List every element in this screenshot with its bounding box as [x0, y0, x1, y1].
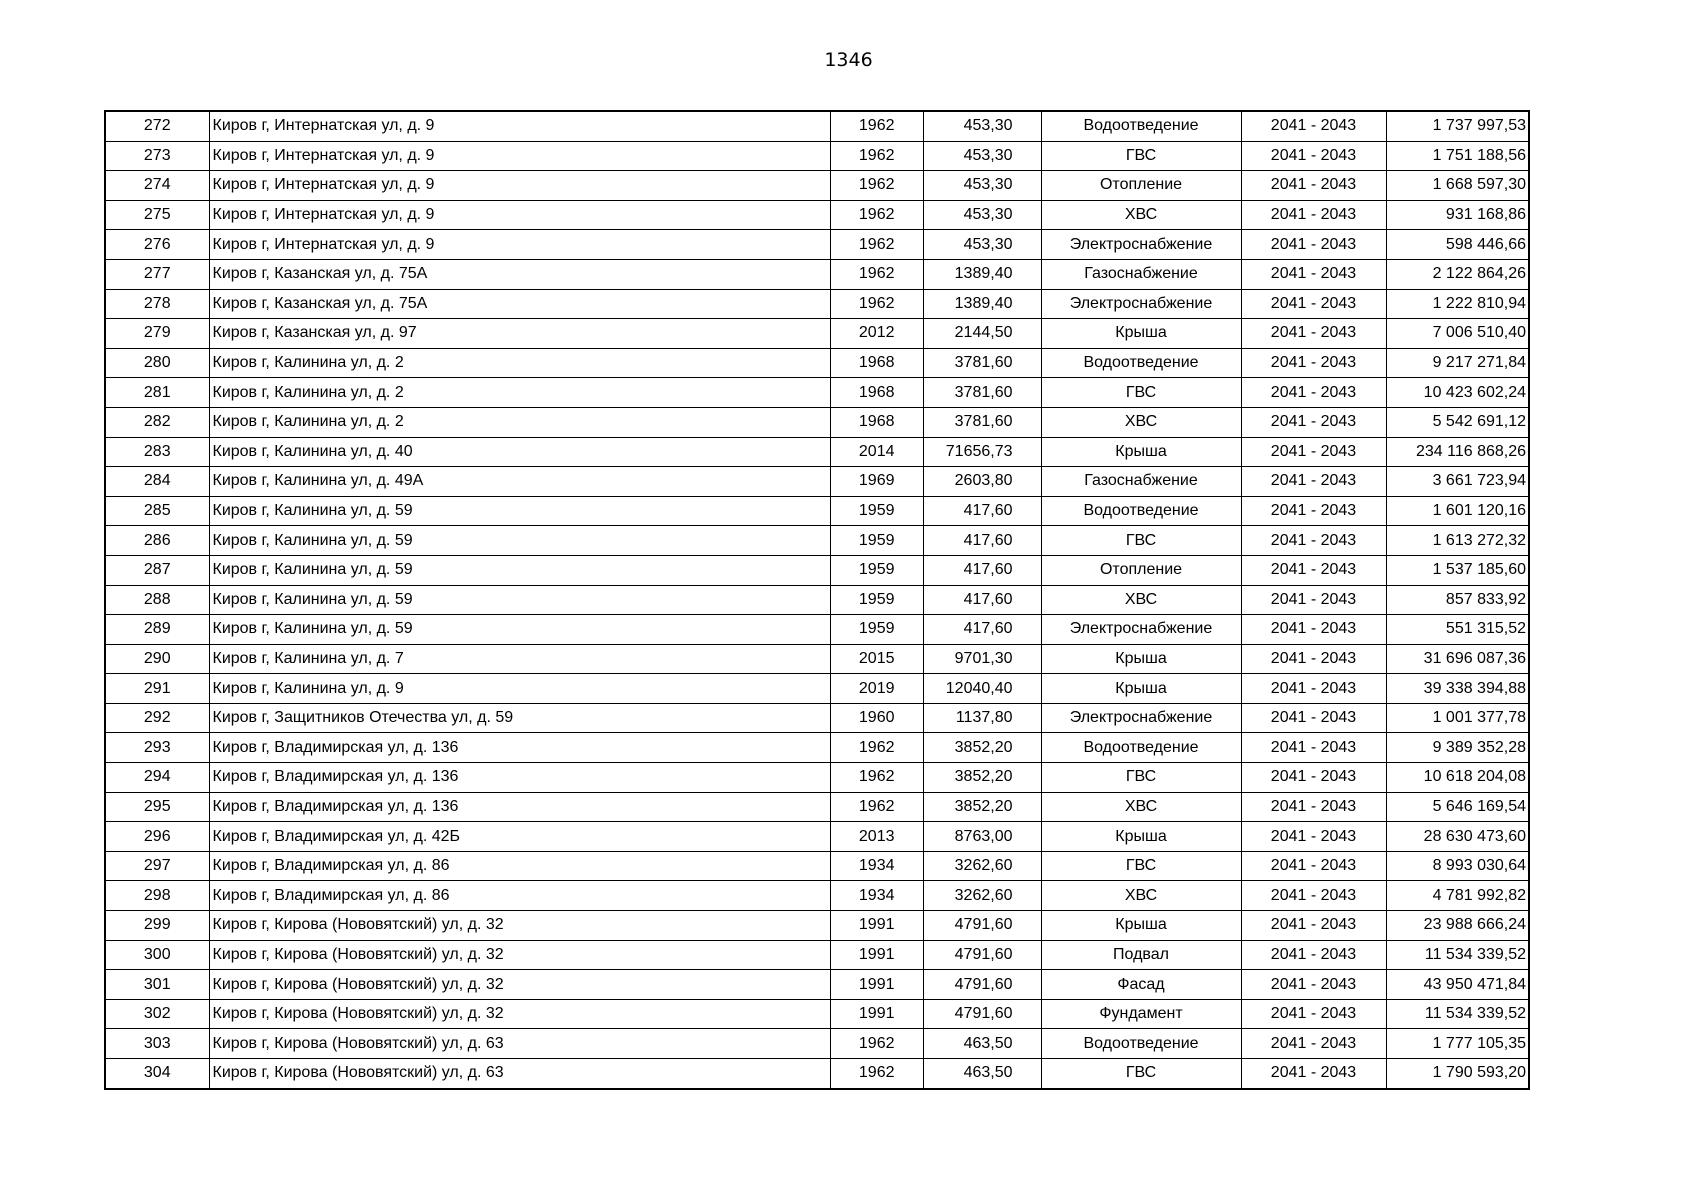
period-cell: 2041 - 2043 [1241, 881, 1386, 911]
address-cell: Киров г, Кирова (Нововятский) ул, д. 32 [209, 970, 830, 1000]
cost-cell: 1 790 593,20 [1386, 1059, 1529, 1089]
row-number-cell: 290 [105, 644, 209, 674]
table-row [105, 526, 1529, 556]
address-cell: Киров г, Кирова (Нововятский) ул, д. 32 [209, 940, 830, 970]
period-cell: 2041 - 2043 [1241, 111, 1386, 141]
cost-cell: 1 537 185,60 [1386, 555, 1529, 585]
address-cell: Киров г, Интернатская ул, д. 9 [209, 171, 830, 201]
period-cell: 2041 - 2043 [1241, 467, 1386, 497]
table-row [105, 1029, 1529, 1059]
area-cell: 2603,80 [923, 467, 1041, 497]
year-cell: 1991 [830, 940, 923, 970]
cost-cell: 9 389 352,28 [1386, 733, 1529, 763]
cost-cell: 11 534 339,52 [1386, 940, 1529, 970]
year-cell: 1959 [830, 496, 923, 526]
period-cell: 2041 - 2043 [1241, 259, 1386, 289]
table-row [105, 289, 1529, 319]
row-number-cell: 280 [105, 348, 209, 378]
address-cell: Киров г, Калинина ул, д. 59 [209, 615, 830, 645]
area-cell: 9701,30 [923, 644, 1041, 674]
table-row [105, 230, 1529, 260]
table-row [105, 1059, 1529, 1089]
address-cell: Киров г, Владимирская ул, д. 136 [209, 792, 830, 822]
row-number-cell: 299 [105, 911, 209, 941]
table-row [105, 259, 1529, 289]
year-cell: 1960 [830, 703, 923, 733]
year-cell: 1962 [830, 289, 923, 319]
table-row [105, 407, 1529, 437]
period-cell: 2041 - 2043 [1241, 615, 1386, 645]
address-cell: Киров г, Калинина ул, д. 59 [209, 496, 830, 526]
address-cell: Киров г, Казанская ул, д. 75А [209, 289, 830, 319]
row-number-cell: 296 [105, 822, 209, 852]
table-row [105, 111, 1529, 141]
area-cell: 463,50 [923, 1029, 1041, 1059]
cost-cell: 4 781 992,82 [1386, 881, 1529, 911]
work-type-cell: Водоотведение [1041, 733, 1241, 763]
row-number-cell: 289 [105, 615, 209, 645]
period-cell: 2041 - 2043 [1241, 703, 1386, 733]
work-type-cell: Крыша [1041, 644, 1241, 674]
area-cell: 417,60 [923, 555, 1041, 585]
address-cell: Киров г, Владимирская ул, д. 136 [209, 733, 830, 763]
period-cell: 2041 - 2043 [1241, 822, 1386, 852]
cost-cell: 28 630 473,60 [1386, 822, 1529, 852]
area-cell: 3262,60 [923, 851, 1041, 881]
period-cell: 2041 - 2043 [1241, 585, 1386, 615]
row-number-cell: 275 [105, 200, 209, 230]
cost-cell: 1 668 597,30 [1386, 171, 1529, 201]
year-cell: 1991 [830, 970, 923, 1000]
row-number-cell: 283 [105, 437, 209, 467]
row-number-cell: 282 [105, 407, 209, 437]
address-cell: Киров г, Кирова (Нововятский) ул, д. 63 [209, 1029, 830, 1059]
table-row [105, 792, 1529, 822]
year-cell: 1959 [830, 585, 923, 615]
period-cell: 2041 - 2043 [1241, 763, 1386, 793]
address-cell: Киров г, Калинина ул, д. 7 [209, 644, 830, 674]
address-cell: Киров г, Кирова (Нововятский) ул, д. 32 [209, 911, 830, 941]
address-cell: Киров г, Калинина ул, д. 59 [209, 555, 830, 585]
area-cell: 4791,60 [923, 940, 1041, 970]
work-type-cell: Крыша [1041, 674, 1241, 704]
table-row [105, 437, 1529, 467]
period-cell: 2041 - 2043 [1241, 555, 1386, 585]
cost-cell: 1 777 105,35 [1386, 1029, 1529, 1059]
table-body [105, 111, 1529, 1089]
table-row [105, 644, 1529, 674]
table-row [105, 585, 1529, 615]
row-number-cell: 279 [105, 319, 209, 349]
cost-cell: 234 116 868,26 [1386, 437, 1529, 467]
work-type-cell: ХВС [1041, 407, 1241, 437]
table-row [105, 615, 1529, 645]
area-cell: 453,30 [923, 171, 1041, 201]
period-cell: 2041 - 2043 [1241, 851, 1386, 881]
work-type-cell: Электроснабжение [1041, 703, 1241, 733]
period-cell: 2041 - 2043 [1241, 999, 1386, 1029]
table-row [105, 555, 1529, 585]
period-cell: 2041 - 2043 [1241, 940, 1386, 970]
work-type-cell: ГВС [1041, 378, 1241, 408]
year-cell: 1962 [830, 1059, 923, 1089]
row-number-cell: 286 [105, 526, 209, 556]
row-number-cell: 303 [105, 1029, 209, 1059]
row-number-cell: 273 [105, 141, 209, 171]
year-cell: 1962 [830, 1029, 923, 1059]
cost-cell: 1 001 377,78 [1386, 703, 1529, 733]
work-type-cell: ГВС [1041, 141, 1241, 171]
table-row [105, 200, 1529, 230]
address-cell: Киров г, Интернатская ул, д. 9 [209, 200, 830, 230]
row-number-cell: 295 [105, 792, 209, 822]
cost-cell: 1 737 997,53 [1386, 111, 1529, 141]
cost-cell: 857 833,92 [1386, 585, 1529, 615]
table-row [105, 674, 1529, 704]
address-cell: Киров г, Интернатская ул, д. 9 [209, 141, 830, 171]
row-number-cell: 281 [105, 378, 209, 408]
period-cell: 2041 - 2043 [1241, 644, 1386, 674]
year-cell: 2012 [830, 319, 923, 349]
area-cell: 453,30 [923, 230, 1041, 260]
area-cell: 417,60 [923, 496, 1041, 526]
cost-cell: 39 338 394,88 [1386, 674, 1529, 704]
year-cell: 1962 [830, 733, 923, 763]
area-cell: 453,30 [923, 200, 1041, 230]
area-cell: 3781,60 [923, 378, 1041, 408]
year-cell: 1959 [830, 555, 923, 585]
period-cell: 2041 - 2043 [1241, 407, 1386, 437]
area-cell: 2144,50 [923, 319, 1041, 349]
year-cell: 1934 [830, 851, 923, 881]
work-type-cell: Водоотведение [1041, 111, 1241, 141]
area-cell: 463,50 [923, 1059, 1041, 1089]
area-cell: 12040,40 [923, 674, 1041, 704]
work-type-cell: Водоотведение [1041, 1029, 1241, 1059]
period-cell: 2041 - 2043 [1241, 911, 1386, 941]
work-type-cell: Водоотведение [1041, 496, 1241, 526]
area-cell: 71656,73 [923, 437, 1041, 467]
year-cell: 2014 [830, 437, 923, 467]
area-cell: 1389,40 [923, 289, 1041, 319]
cost-cell: 931 168,86 [1386, 200, 1529, 230]
work-type-cell: Крыша [1041, 911, 1241, 941]
cost-cell: 1 751 188,56 [1386, 141, 1529, 171]
row-number-cell: 287 [105, 555, 209, 585]
period-cell: 2041 - 2043 [1241, 289, 1386, 319]
address-cell: Киров г, Калинина ул, д. 2 [209, 407, 830, 437]
table-row [105, 970, 1529, 1000]
repair-schedule-table [104, 110, 1530, 1090]
row-number-cell: 272 [105, 111, 209, 141]
address-cell: Киров г, Калинина ул, д. 2 [209, 348, 830, 378]
period-cell: 2041 - 2043 [1241, 141, 1386, 171]
year-cell: 1959 [830, 615, 923, 645]
year-cell: 1991 [830, 999, 923, 1029]
year-cell: 1968 [830, 348, 923, 378]
row-number-cell: 284 [105, 467, 209, 497]
period-cell: 2041 - 2043 [1241, 348, 1386, 378]
row-number-cell: 292 [105, 703, 209, 733]
year-cell: 1962 [830, 111, 923, 141]
work-type-cell: ХВС [1041, 881, 1241, 911]
table-row [105, 999, 1529, 1029]
period-cell: 2041 - 2043 [1241, 674, 1386, 704]
year-cell: 1991 [830, 911, 923, 941]
period-cell: 2041 - 2043 [1241, 171, 1386, 201]
area-cell: 3781,60 [923, 407, 1041, 437]
year-cell: 1968 [830, 407, 923, 437]
row-number-cell: 298 [105, 881, 209, 911]
address-cell: Киров г, Владимирская ул, д. 136 [209, 763, 830, 793]
year-cell: 1934 [830, 881, 923, 911]
work-type-cell: ГВС [1041, 763, 1241, 793]
year-cell: 1962 [830, 763, 923, 793]
work-type-cell: ГВС [1041, 526, 1241, 556]
period-cell: 2041 - 2043 [1241, 200, 1386, 230]
cost-cell: 23 988 666,24 [1386, 911, 1529, 941]
address-cell: Киров г, Казанская ул, д. 97 [209, 319, 830, 349]
table-row [105, 319, 1529, 349]
year-cell: 1962 [830, 141, 923, 171]
work-type-cell: Водоотведение [1041, 348, 1241, 378]
year-cell: 2013 [830, 822, 923, 852]
cost-cell: 11 534 339,52 [1386, 999, 1529, 1029]
work-type-cell: Электроснабжение [1041, 289, 1241, 319]
table-row [105, 496, 1529, 526]
period-cell: 2041 - 2043 [1241, 792, 1386, 822]
period-cell: 2041 - 2043 [1241, 230, 1386, 260]
address-cell: Киров г, Владимирская ул, д. 42Б [209, 822, 830, 852]
address-cell: Киров г, Казанская ул, д. 75А [209, 259, 830, 289]
cost-cell: 9 217 271,84 [1386, 348, 1529, 378]
row-number-cell: 300 [105, 940, 209, 970]
period-cell: 2041 - 2043 [1241, 733, 1386, 763]
row-number-cell: 297 [105, 851, 209, 881]
table-row [105, 822, 1529, 852]
year-cell: 1962 [830, 171, 923, 201]
address-cell: Киров г, Калинина ул, д. 2 [209, 378, 830, 408]
row-number-cell: 278 [105, 289, 209, 319]
period-cell: 2041 - 2043 [1241, 319, 1386, 349]
cost-cell: 10 618 204,08 [1386, 763, 1529, 793]
cost-cell: 43 950 471,84 [1386, 970, 1529, 1000]
area-cell: 3852,20 [923, 733, 1041, 763]
year-cell: 2015 [830, 644, 923, 674]
cost-cell: 5 646 169,54 [1386, 792, 1529, 822]
area-cell: 417,60 [923, 615, 1041, 645]
area-cell: 4791,60 [923, 911, 1041, 941]
work-type-cell: Газоснабжение [1041, 467, 1241, 497]
cost-cell: 1 222 810,94 [1386, 289, 1529, 319]
work-type-cell: ХВС [1041, 200, 1241, 230]
area-cell: 3781,60 [923, 348, 1041, 378]
area-cell: 8763,00 [923, 822, 1041, 852]
table-row [105, 763, 1529, 793]
table-row [105, 851, 1529, 881]
cost-cell: 1 613 272,32 [1386, 526, 1529, 556]
year-cell: 1959 [830, 526, 923, 556]
row-number-cell: 294 [105, 763, 209, 793]
work-type-cell: Фасад [1041, 970, 1241, 1000]
row-number-cell: 276 [105, 230, 209, 260]
year-cell: 2019 [830, 674, 923, 704]
area-cell: 417,60 [923, 526, 1041, 556]
address-cell: Киров г, Калинина ул, д. 59 [209, 585, 830, 615]
area-cell: 3852,20 [923, 792, 1041, 822]
area-cell: 4791,60 [923, 999, 1041, 1029]
cost-cell: 1 601 120,16 [1386, 496, 1529, 526]
cost-cell: 551 315,52 [1386, 615, 1529, 645]
period-cell: 2041 - 2043 [1241, 437, 1386, 467]
cost-cell: 5 542 691,12 [1386, 407, 1529, 437]
table-row [105, 940, 1529, 970]
address-cell: Киров г, Кирова (Нововятский) ул, д. 32 [209, 999, 830, 1029]
area-cell: 3852,20 [923, 763, 1041, 793]
cost-cell: 10 423 602,24 [1386, 378, 1529, 408]
table-row [105, 348, 1529, 378]
address-cell: Киров г, Кирова (Нововятский) ул, д. 63 [209, 1059, 830, 1089]
table-row [105, 378, 1529, 408]
area-cell: 453,30 [923, 141, 1041, 171]
table-row [105, 467, 1529, 497]
work-type-cell: Отопление [1041, 171, 1241, 201]
work-type-cell: Крыша [1041, 822, 1241, 852]
cost-cell: 7 006 510,40 [1386, 319, 1529, 349]
address-cell: Киров г, Защитников Отечества ул, д. 59 [209, 703, 830, 733]
page-number: 1346 [824, 49, 873, 71]
period-cell: 2041 - 2043 [1241, 378, 1386, 408]
cost-cell: 2 122 864,26 [1386, 259, 1529, 289]
row-number-cell: 274 [105, 171, 209, 201]
area-cell: 3262,60 [923, 881, 1041, 911]
period-cell: 2041 - 2043 [1241, 1029, 1386, 1059]
table-row [105, 911, 1529, 941]
work-type-cell: Крыша [1041, 319, 1241, 349]
work-type-cell: Крыша [1041, 437, 1241, 467]
cost-cell: 598 446,66 [1386, 230, 1529, 260]
address-cell: Киров г, Калинина ул, д. 59 [209, 526, 830, 556]
area-cell: 453,30 [923, 111, 1041, 141]
area-cell: 4791,60 [923, 970, 1041, 1000]
table-row [105, 141, 1529, 171]
period-cell: 2041 - 2043 [1241, 526, 1386, 556]
year-cell: 1962 [830, 230, 923, 260]
table-row [105, 733, 1529, 763]
work-type-cell: Электроснабжение [1041, 615, 1241, 645]
work-type-cell: ГВС [1041, 1059, 1241, 1089]
address-cell: Киров г, Владимирская ул, д. 86 [209, 881, 830, 911]
address-cell: Киров г, Интернатская ул, д. 9 [209, 111, 830, 141]
year-cell: 1962 [830, 792, 923, 822]
row-number-cell: 288 [105, 585, 209, 615]
work-type-cell: ХВС [1041, 585, 1241, 615]
work-type-cell: Электроснабжение [1041, 230, 1241, 260]
cost-cell: 8 993 030,64 [1386, 851, 1529, 881]
work-type-cell: Газоснабжение [1041, 259, 1241, 289]
table-row [105, 703, 1529, 733]
table-row [105, 171, 1529, 201]
year-cell: 1968 [830, 378, 923, 408]
area-cell: 1137,80 [923, 703, 1041, 733]
work-type-cell: Фундамент [1041, 999, 1241, 1029]
row-number-cell: 277 [105, 259, 209, 289]
address-cell: Киров г, Калинина ул, д. 9 [209, 674, 830, 704]
cost-cell: 31 696 087,36 [1386, 644, 1529, 674]
address-cell: Киров г, Интернатская ул, д. 9 [209, 230, 830, 260]
year-cell: 1969 [830, 467, 923, 497]
year-cell: 1962 [830, 200, 923, 230]
address-cell: Киров г, Калинина ул, д. 40 [209, 437, 830, 467]
work-type-cell: Подвал [1041, 940, 1241, 970]
address-cell: Киров г, Владимирская ул, д. 86 [209, 851, 830, 881]
work-type-cell: Отопление [1041, 555, 1241, 585]
row-number-cell: 302 [105, 999, 209, 1029]
period-cell: 2041 - 2043 [1241, 1059, 1386, 1089]
period-cell: 2041 - 2043 [1241, 496, 1386, 526]
row-number-cell: 301 [105, 970, 209, 1000]
work-type-cell: ГВС [1041, 851, 1241, 881]
cost-cell: 3 661 723,94 [1386, 467, 1529, 497]
area-cell: 417,60 [923, 585, 1041, 615]
address-cell: Киров г, Калинина ул, д. 49А [209, 467, 830, 497]
period-cell: 2041 - 2043 [1241, 970, 1386, 1000]
row-number-cell: 285 [105, 496, 209, 526]
row-number-cell: 291 [105, 674, 209, 704]
row-number-cell: 293 [105, 733, 209, 763]
area-cell: 1389,40 [923, 259, 1041, 289]
row-number-cell: 304 [105, 1059, 209, 1089]
year-cell: 1962 [830, 259, 923, 289]
work-type-cell: ХВС [1041, 792, 1241, 822]
table-row [105, 881, 1529, 911]
